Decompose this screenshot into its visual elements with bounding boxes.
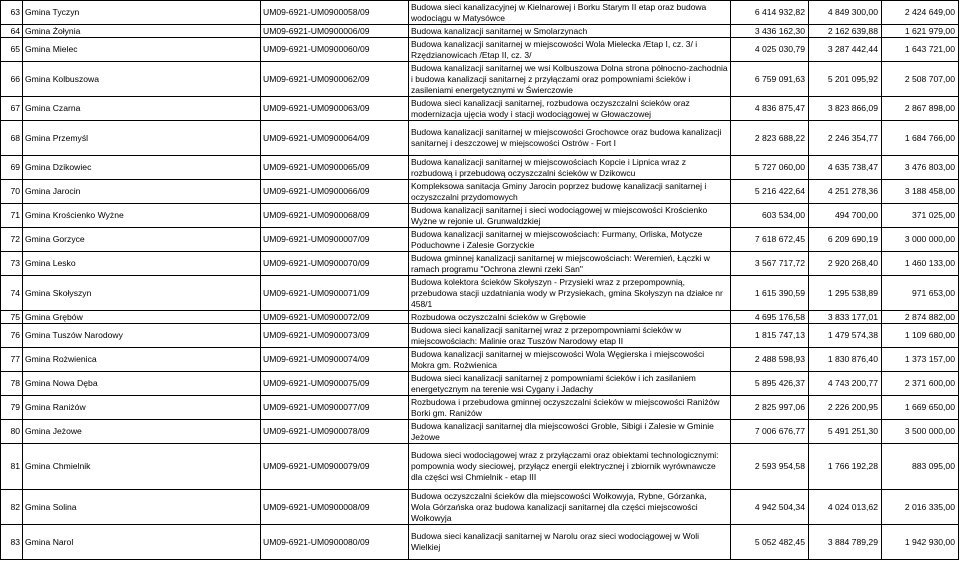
row-number-cell: 71 bbox=[1, 204, 23, 228]
eligible-cost-cell: 1 830 876,40 bbox=[809, 348, 882, 372]
project-description-cell: Rozbudowa oczyszczalni ścieków w Grębowie bbox=[409, 311, 731, 324]
project-description-cell: Budowa kanalizacji sanitarnej w miejscowości Grochowce oraz budowa kanalizacji sanitarnej i deszczowej w miejscowości Ostrów - Fort I bbox=[409, 121, 731, 156]
eligible-cost-cell: 2 246 354,77 bbox=[809, 121, 882, 156]
total-cost-cell: 3 567 717,72 bbox=[731, 252, 809, 276]
municipality-cell: Gmina Nowa Dęba bbox=[23, 372, 261, 396]
total-cost-cell: 603 534,00 bbox=[731, 204, 809, 228]
row-number-cell: 75 bbox=[1, 311, 23, 324]
eligible-cost-cell: 5 201 095,92 bbox=[809, 62, 882, 97]
funding-amount-cell: 1 643 721,00 bbox=[882, 38, 959, 62]
row-number-cell: 67 bbox=[1, 97, 23, 121]
application-code-cell: UM09-6921-UM0900072/09 bbox=[261, 311, 409, 324]
municipality-cell: Gmina Tyczyn bbox=[23, 1, 261, 25]
application-code-cell: UM09-6921-UM0900078/09 bbox=[261, 420, 409, 444]
table-row bbox=[1, 25, 959, 38]
funding-amount-cell: 2 508 707,00 bbox=[882, 62, 959, 97]
funding-amount-cell: 2 874 882,00 bbox=[882, 311, 959, 324]
table-row bbox=[1, 276, 959, 311]
application-code-cell: UM09-6921-UM0900070/09 bbox=[261, 252, 409, 276]
eligible-cost-cell: 2 226 200,95 bbox=[809, 396, 882, 420]
municipality-cell: Gmina Chmielnik bbox=[23, 444, 261, 490]
table-row bbox=[1, 311, 959, 324]
project-description-cell: Kompleksowa sanitacja Gminy Jarocin poprzez budowę kanalizacji sanitarnej i oczyszczalni przydomowych bbox=[409, 180, 731, 204]
total-cost-cell: 5 052 482,45 bbox=[731, 525, 809, 560]
eligible-cost-cell: 1 295 538,89 bbox=[809, 276, 882, 311]
municipality-cell: Gmina Czarna bbox=[23, 97, 261, 121]
funding-amount-cell: 2 016 335,00 bbox=[882, 490, 959, 525]
project-description-cell: Budowa oczyszczalni ścieków dla miejscowości Wołkowyja, Rybne, Górzanka, Wola Górzańska oraz budowa kanalizacji sanitarnej dla części miejscowości Wołkowyja bbox=[409, 490, 731, 525]
municipality-cell: Gmina Gorzyce bbox=[23, 228, 261, 252]
row-number-cell: 79 bbox=[1, 396, 23, 420]
table-row bbox=[1, 420, 959, 444]
total-cost-cell: 6 414 932,82 bbox=[731, 1, 809, 25]
funding-amount-cell: 371 025,00 bbox=[882, 204, 959, 228]
municipality-cell: Gmina Żołynia bbox=[23, 25, 261, 38]
application-code-cell: UM09-6921-UM0900058/09 bbox=[261, 1, 409, 25]
total-cost-cell: 4 836 875,47 bbox=[731, 97, 809, 121]
project-description-cell: Budowa kanalizacji sanitarnej w miejscowościach Kopcie i Lipnica wraz z rozbudową i przebudową oczyszczalni ścieków w Dzikowcu bbox=[409, 156, 731, 180]
eligible-cost-cell: 1 479 574,38 bbox=[809, 324, 882, 348]
project-description-cell: Budowa kanalizacji sanitarnej w miejscowości Wola Mielecka /Etap I, cz. 3/ i Rzędzianowicach /Etap II, cz. 3/ bbox=[409, 38, 731, 62]
project-description-cell: Budowa sieci kanalizacji sanitarnej w Narolu oraz sieci wodociągowej w Woli Wielkiej bbox=[409, 525, 731, 560]
table-row bbox=[1, 97, 959, 121]
row-number-cell: 74 bbox=[1, 276, 23, 311]
application-code-cell: UM09-6921-UM0900080/09 bbox=[261, 525, 409, 560]
table-row bbox=[1, 156, 959, 180]
row-number-cell: 81 bbox=[1, 444, 23, 490]
application-code-cell: UM09-6921-UM0900063/09 bbox=[261, 97, 409, 121]
total-cost-cell: 4 695 176,58 bbox=[731, 311, 809, 324]
application-code-cell: UM09-6921-UM0900079/09 bbox=[261, 444, 409, 490]
total-cost-cell: 4 025 030,79 bbox=[731, 38, 809, 62]
project-description-cell: Budowa sieci kanalizacyjnej w Kielnarowej i Borku Starym II etap oraz budowa wodociągu w Matysówce bbox=[409, 1, 731, 25]
municipality-cell: Gmina Dzikowiec bbox=[23, 156, 261, 180]
eligible-cost-cell: 4 849 300,00 bbox=[809, 1, 882, 25]
table-row bbox=[1, 490, 959, 525]
application-code-cell: UM09-6921-UM0900062/09 bbox=[261, 62, 409, 97]
row-number-cell: 66 bbox=[1, 62, 23, 97]
table-row bbox=[1, 180, 959, 204]
project-description-cell: Budowa kanalizacji sanitarnej we wsi Kolbuszowa Dolna strona północno-zachodnia i budowa kanalizacji sanitarnej z przyłączami oraz pompowniami ścieków i zasileniami energetycznymi w Świerczowie bbox=[409, 62, 731, 97]
row-number-cell: 82 bbox=[1, 490, 23, 525]
project-description-cell: Rozbudowa i przebudowa gminnej oczyszczalni ścieków w miejscowości Raniżów Borki gm. Raniżów bbox=[409, 396, 731, 420]
municipality-cell: Gmina Tuszów Narodowy bbox=[23, 324, 261, 348]
project-description-cell: Budowa kolektora ścieków Skołyszyn - Przysieki wraz z przepompownią, przebudowa stacji uzdatniania wody w Przysiekach, gmina Skołyszyn na działce nr 458/1 bbox=[409, 276, 731, 311]
project-description-cell: Budowa sieci kanalizacji sanitarnej wraz z przepompowniami ścieków w miejscowościach: Malinie oraz Tuszów Narodowy etap II bbox=[409, 324, 731, 348]
funding-amount-cell: 1 621 979,00 bbox=[882, 25, 959, 38]
application-code-cell: UM09-6921-UM0900006/09 bbox=[261, 25, 409, 38]
eligible-cost-cell: 4 743 200,77 bbox=[809, 372, 882, 396]
application-code-cell: UM09-6921-UM0900064/09 bbox=[261, 121, 409, 156]
application-code-cell: UM09-6921-UM0900008/09 bbox=[261, 490, 409, 525]
municipality-cell: Gmina Lesko bbox=[23, 252, 261, 276]
total-cost-cell: 7 618 672,45 bbox=[731, 228, 809, 252]
row-number-cell: 63 bbox=[1, 1, 23, 25]
eligible-cost-cell: 2 920 268,40 bbox=[809, 252, 882, 276]
funding-amount-cell: 3 500 000,00 bbox=[882, 420, 959, 444]
total-cost-cell: 6 759 091,63 bbox=[731, 62, 809, 97]
eligible-cost-cell: 5 491 251,30 bbox=[809, 420, 882, 444]
table-row bbox=[1, 324, 959, 348]
table-row bbox=[1, 1, 959, 25]
row-number-cell: 83 bbox=[1, 525, 23, 560]
application-code-cell: UM09-6921-UM0900065/09 bbox=[261, 156, 409, 180]
total-cost-cell: 2 823 688,22 bbox=[731, 121, 809, 156]
municipality-cell: Gmina Krościenko Wyżne bbox=[23, 204, 261, 228]
funding-amount-cell: 1 684 766,00 bbox=[882, 121, 959, 156]
municipality-cell: Gmina Jeżowe bbox=[23, 420, 261, 444]
row-number-cell: 65 bbox=[1, 38, 23, 62]
municipality-cell: Gmina Solina bbox=[23, 490, 261, 525]
project-description-cell: Budowa kanalizacji sanitarnej w miejscowościach: Furmany, Orliska, Motycze Poduchowne i Zalesie Gorzyckie bbox=[409, 228, 731, 252]
total-cost-cell: 3 436 162,30 bbox=[731, 25, 809, 38]
table-row bbox=[1, 252, 959, 276]
funding-amount-cell: 2 424 649,00 bbox=[882, 1, 959, 25]
project-description-cell: Budowa sieci kanalizacji sanitarnej z pompowniami ścieków i ich zasilaniem energetycznym na terenie wsi Cygany i Jadachy bbox=[409, 372, 731, 396]
table-row bbox=[1, 444, 959, 490]
row-number-cell: 78 bbox=[1, 372, 23, 396]
row-number-cell: 77 bbox=[1, 348, 23, 372]
total-cost-cell: 1 615 390,59 bbox=[731, 276, 809, 311]
application-code-cell: UM09-6921-UM0900066/09 bbox=[261, 180, 409, 204]
funding-amount-cell: 1 942 930,00 bbox=[882, 525, 959, 560]
eligible-cost-cell: 4 635 738,47 bbox=[809, 156, 882, 180]
total-cost-cell: 2 488 598,93 bbox=[731, 348, 809, 372]
table-row bbox=[1, 525, 959, 560]
funding-amount-cell: 1 460 133,00 bbox=[882, 252, 959, 276]
total-cost-cell: 1 815 747,13 bbox=[731, 324, 809, 348]
funding-amount-cell: 2 371 600,00 bbox=[882, 372, 959, 396]
total-cost-cell: 5 216 422,64 bbox=[731, 180, 809, 204]
project-description-cell: Budowa sieci kanalizacji sanitarnej, rozbudowa oczyszczalni ścieków oraz modernizacja ujęcia wody i stacji wodociągowej w Głowaczowej bbox=[409, 97, 731, 121]
funding-amount-cell: 1 373 157,00 bbox=[882, 348, 959, 372]
table-row bbox=[1, 204, 959, 228]
row-number-cell: 76 bbox=[1, 324, 23, 348]
total-cost-cell: 2 825 997,06 bbox=[731, 396, 809, 420]
municipality-cell: Gmina Mielec bbox=[23, 38, 261, 62]
application-code-cell: UM09-6921-UM0900068/09 bbox=[261, 204, 409, 228]
project-description-cell: Budowa kanalizacji sanitarnej w Smolarzynach bbox=[409, 25, 731, 38]
table-row bbox=[1, 372, 959, 396]
municipality-cell: Gmina Przemyśl bbox=[23, 121, 261, 156]
row-number-cell: 73 bbox=[1, 252, 23, 276]
application-code-cell: UM09-6921-UM0900077/09 bbox=[261, 396, 409, 420]
project-description-cell: Budowa sieci wodociągowej wraz z przyłączami oraz obiektami technologicznymi: pompownia wody sieciowej, przyłącz energii elektrycznej i zbiornik wyrównawcze dla części wsi Chmielnik - etap III bbox=[409, 444, 731, 490]
eligible-cost-cell: 1 766 192,28 bbox=[809, 444, 882, 490]
municipality-cell: Gmina Grębów bbox=[23, 311, 261, 324]
application-code-cell: UM09-6921-UM0900075/09 bbox=[261, 372, 409, 396]
project-description-cell: Budowa gminnej kanalizacji sanitarnej w miejscowościach: Weremień, Łączki w ramach programu "Ochrona zlewni rzeki San" bbox=[409, 252, 731, 276]
project-description-cell: Budowa kanalizacji sanitarnej dla miejscowości Groble, Sibigi i Zalesie w Gminie Jeżowe bbox=[409, 420, 731, 444]
funding-amount-cell: 971 653,00 bbox=[882, 276, 959, 311]
eligible-cost-cell: 3 884 789,29 bbox=[809, 525, 882, 560]
row-number-cell: 70 bbox=[1, 180, 23, 204]
project-description-cell: Budowa kanalizacji sanitarnej i sieci wodociągowej w miejscowości Krościenko Wyżne w rejonie ul. Grunwaldzkiej bbox=[409, 204, 731, 228]
application-code-cell: UM09-6921-UM0900073/09 bbox=[261, 324, 409, 348]
table-body bbox=[1, 1, 959, 560]
eligible-cost-cell: 4 251 278,36 bbox=[809, 180, 882, 204]
eligible-cost-cell: 6 209 690,19 bbox=[809, 228, 882, 252]
municipality-cell: Gmina Kolbuszowa bbox=[23, 62, 261, 97]
funding-amount-cell: 1 109 680,00 bbox=[882, 324, 959, 348]
funding-amount-cell: 3 000 000,00 bbox=[882, 228, 959, 252]
eligible-cost-cell: 2 162 639,88 bbox=[809, 25, 882, 38]
project-description-cell: Budowa kanalizacji sanitarnej w miejscowości Wola Węgierska i miejscowości Mokra gm. Rożwienica bbox=[409, 348, 731, 372]
eligible-cost-cell: 494 700,00 bbox=[809, 204, 882, 228]
municipality-cell: Gmina Narol bbox=[23, 525, 261, 560]
eligible-cost-cell: 3 287 442,44 bbox=[809, 38, 882, 62]
table-row bbox=[1, 228, 959, 252]
total-cost-cell: 5 895 426,37 bbox=[731, 372, 809, 396]
municipality-cell: Gmina Skołyszyn bbox=[23, 276, 261, 311]
funding-amount-cell: 3 188 458,00 bbox=[882, 180, 959, 204]
table-row bbox=[1, 396, 959, 420]
funding-amount-cell: 3 476 803,00 bbox=[882, 156, 959, 180]
row-number-cell: 64 bbox=[1, 25, 23, 38]
municipality-cell: Gmina Raniżów bbox=[23, 396, 261, 420]
row-number-cell: 80 bbox=[1, 420, 23, 444]
application-code-cell: UM09-6921-UM0900074/09 bbox=[261, 348, 409, 372]
row-number-cell: 72 bbox=[1, 228, 23, 252]
total-cost-cell: 7 006 676,77 bbox=[731, 420, 809, 444]
row-number-cell: 68 bbox=[1, 121, 23, 156]
table-row bbox=[1, 121, 959, 156]
municipality-cell: Gmina Rożwienica bbox=[23, 348, 261, 372]
application-code-cell: UM09-6921-UM0900060/09 bbox=[261, 38, 409, 62]
application-code-cell: UM09-6921-UM0900007/09 bbox=[261, 228, 409, 252]
total-cost-cell: 2 593 954,58 bbox=[731, 444, 809, 490]
funding-amount-cell: 883 095,00 bbox=[882, 444, 959, 490]
table-row bbox=[1, 62, 959, 97]
table-row bbox=[1, 348, 959, 372]
eligible-cost-cell: 3 823 866,09 bbox=[809, 97, 882, 121]
total-cost-cell: 5 727 060,00 bbox=[731, 156, 809, 180]
total-cost-cell: 4 942 504,34 bbox=[731, 490, 809, 525]
funding-amount-cell: 1 669 650,00 bbox=[882, 396, 959, 420]
table-row bbox=[1, 38, 959, 62]
application-code-cell: UM09-6921-UM0900071/09 bbox=[261, 276, 409, 311]
row-number-cell: 69 bbox=[1, 156, 23, 180]
municipality-cell: Gmina Jarocin bbox=[23, 180, 261, 204]
eligible-cost-cell: 4 024 013,62 bbox=[809, 490, 882, 525]
eligible-cost-cell: 3 833 177,01 bbox=[809, 311, 882, 324]
funding-amount-cell: 2 867 898,00 bbox=[882, 97, 959, 121]
